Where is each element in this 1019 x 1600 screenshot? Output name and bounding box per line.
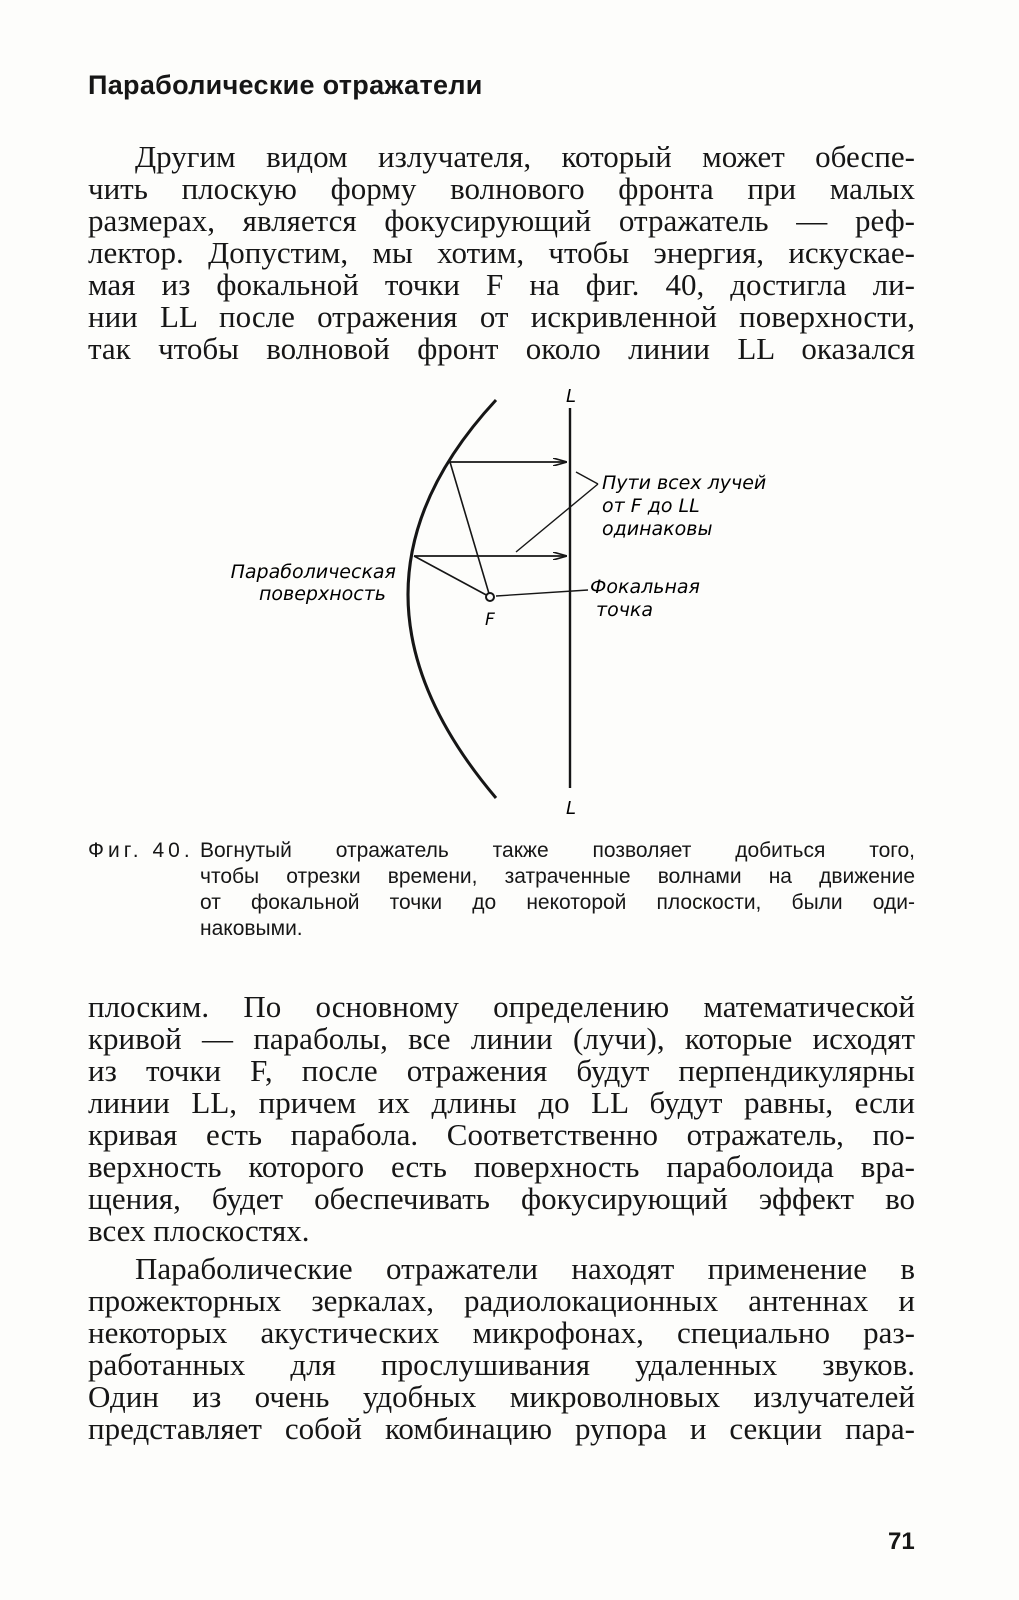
caption-line: наковыми. [200, 917, 303, 940]
label-surface-1: Параболическая [230, 561, 396, 583]
section-heading: Параболические отражатели [88, 70, 483, 100]
label-focal-1: Фокальная [590, 576, 700, 598]
incident-ray-upper [450, 462, 490, 597]
text-line: Один из очень удобных микроволновых излучателей [88, 1379, 915, 1414]
caption-line: Вогнутый отражатель также позволяет добиться того, [200, 839, 915, 862]
text-line: мая из фокальной точки F на фиг. 40, достигла ли- [88, 267, 915, 302]
text-line: верхность которого есть поверхность параболоида вра- [88, 1149, 915, 1184]
text-line: чить плоскую форму волнового фронта при малых [88, 171, 915, 206]
text-line: некоторых акустических микрофонах, специально раз- [88, 1315, 915, 1350]
text-line: Другим видом излучателя, который может обеспе- [135, 139, 915, 174]
text-line: лектор. Допустим, мы хотим, чтобы энергия, искускае- [88, 235, 915, 270]
text-line: кривой — параболы, все линии (лучи), которые исходят [88, 1021, 915, 1056]
caption-label: Фиг. 40. [88, 839, 194, 862]
label-paths-3: одинаковы [602, 518, 713, 540]
text-line: размерах, является фокусирующий отражатель — реф- [88, 203, 915, 238]
leader-paths-1 [576, 472, 598, 484]
incident-ray-lower [414, 556, 490, 597]
text-line: щения, будет обеспечивать фокусирующий эффект во [88, 1181, 915, 1216]
label-paths-1: Пути всех лучей [602, 472, 767, 494]
page-number: 71 [888, 1528, 915, 1555]
leader-paths-2 [516, 484, 598, 552]
text-line: кривая есть парабола. Соответственно отражатель, по- [88, 1117, 915, 1152]
caption-line: от фокальной точки до некоторой плоскости, были оди- [200, 891, 915, 914]
leader-focal [496, 590, 588, 596]
text-line: нии LL после отражения от искривленной поверхности, [88, 299, 915, 334]
parabolic-surface [408, 400, 496, 798]
focus-point [486, 593, 494, 601]
text-line: так чтобы волновой фронт около линии LL оказался [88, 331, 915, 366]
figure-parabolic-reflector [200, 380, 820, 820]
label-surface-2: поверхность [259, 583, 386, 605]
focus-label: F [485, 610, 495, 630]
text-line: всех плоскостях. [88, 1213, 310, 1248]
caption-line: чтобы отрезки времени, затраченные волнами на движение [200, 865, 915, 888]
reflector-diagram [200, 380, 820, 820]
label-paths-2: от F до LL [602, 495, 700, 517]
text-line: Параболические отражатели находят применение в [135, 1251, 915, 1286]
line-label-bottom: L [566, 798, 577, 819]
label-focal-2: точка [596, 599, 654, 621]
text-line: из точки F, после отражения будут перпендикулярны [88, 1053, 915, 1088]
text-line: работанных для прослушивания удаленных звуков. [88, 1347, 915, 1382]
line-label-top: L [566, 386, 577, 407]
text-line: прожекторных зеркалах, радиолокационных антеннах и [88, 1283, 915, 1318]
text-line: линии LL, причем их длины до LL будут равны, если [88, 1085, 915, 1120]
text-line: плоским. По основному определению математической [88, 989, 915, 1024]
text-line: представляет собой комбинацию рупора и секции пара- [88, 1411, 915, 1446]
